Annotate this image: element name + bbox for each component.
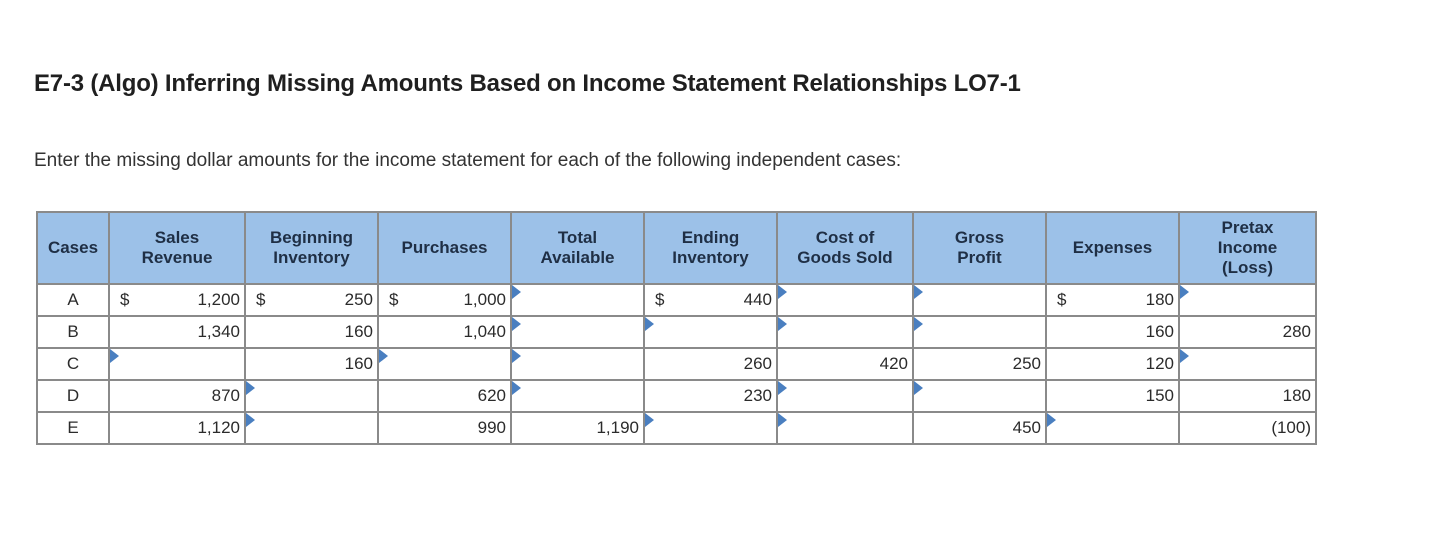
input-marker-icon xyxy=(246,381,255,395)
column-header-line: Available xyxy=(540,248,615,267)
table-row xyxy=(37,316,1316,348)
cell-value: 1,190 xyxy=(596,418,639,437)
cell-value: 990 xyxy=(477,418,506,437)
cell-value: 160 xyxy=(344,354,373,373)
value-cell-purchases xyxy=(378,284,511,316)
cell-content[interactable] xyxy=(778,317,912,347)
column-header-line: Goods Sold xyxy=(797,248,893,267)
column-header-cost-of-goods-sold xyxy=(777,212,913,284)
input-cell-total-available[interactable] xyxy=(511,348,644,380)
case-label: B xyxy=(37,316,109,348)
value-cell-pretax-income xyxy=(1179,316,1316,348)
value-cell-sales-revenue xyxy=(109,380,245,412)
value-cell-ending-inventory xyxy=(644,380,777,412)
cell-content[interactable] xyxy=(512,285,643,315)
cell-value: 180 xyxy=(1145,290,1174,309)
cell-content xyxy=(110,381,244,411)
input-marker-icon xyxy=(512,381,521,395)
input-marker-icon xyxy=(778,413,787,427)
column-header-line: Profit xyxy=(957,248,1002,267)
input-cell-ending-inventory[interactable] xyxy=(644,316,777,348)
input-cell-total-available[interactable] xyxy=(511,284,644,316)
cell-content xyxy=(914,349,1045,379)
cell-content xyxy=(645,349,776,379)
input-marker-icon xyxy=(1180,349,1189,363)
value-cell-pretax-income xyxy=(1179,412,1316,444)
cell-content xyxy=(1047,285,1178,315)
cell-content[interactable] xyxy=(778,285,912,315)
cell-value: 440 xyxy=(743,290,772,309)
cell-value: 1,120 xyxy=(197,418,240,437)
cell-content xyxy=(778,349,912,379)
cell-content[interactable] xyxy=(512,381,643,411)
input-cell-gross-profit[interactable] xyxy=(913,380,1046,412)
column-header-cases xyxy=(37,212,109,284)
column-header-line: Ending xyxy=(681,228,740,247)
cell-content[interactable] xyxy=(512,317,643,347)
column-header-line: Expenses xyxy=(1072,238,1153,257)
value-cell-purchases xyxy=(378,412,511,444)
column-header-pretax-income xyxy=(1179,212,1316,284)
cell-value: 260 xyxy=(743,354,772,373)
cell-value: 180 xyxy=(1282,386,1311,405)
cell-content[interactable] xyxy=(778,413,912,443)
dollar-sign: $ xyxy=(120,290,130,309)
cell-value: 160 xyxy=(344,322,373,341)
value-cell-purchases xyxy=(378,316,511,348)
input-cell-gross-profit[interactable] xyxy=(913,316,1046,348)
cell-value: 150 xyxy=(1145,386,1174,405)
value-cell-sales-revenue xyxy=(109,284,245,316)
input-cell-cost-of-goods-sold[interactable] xyxy=(777,380,913,412)
cell-content[interactable] xyxy=(645,413,776,443)
input-cell-cost-of-goods-sold[interactable] xyxy=(777,316,913,348)
input-cell-total-available[interactable] xyxy=(511,316,644,348)
input-cell-sales-revenue[interactable] xyxy=(109,348,245,380)
cell-value: 870 xyxy=(211,386,240,405)
column-header-purchases xyxy=(378,212,511,284)
cell-content xyxy=(1047,349,1178,379)
value-cell-gross-profit xyxy=(913,412,1046,444)
header-row xyxy=(37,212,1316,284)
column-header-line: Cost of xyxy=(815,228,875,247)
input-marker-icon xyxy=(914,381,923,395)
cell-content[interactable] xyxy=(1047,413,1178,443)
input-cell-beginning-inventory[interactable] xyxy=(245,380,378,412)
input-cell-pretax-income[interactable] xyxy=(1179,348,1316,380)
cell-content xyxy=(512,413,643,443)
value-cell-beginning-inventory xyxy=(245,284,378,316)
input-cell-purchases[interactable] xyxy=(378,348,511,380)
cell-value: 1,200 xyxy=(197,290,240,309)
value-cell-beginning-inventory xyxy=(245,348,378,380)
column-header-line: Cases xyxy=(47,238,99,257)
cell-value: 1,040 xyxy=(463,322,506,341)
cell-content[interactable] xyxy=(1180,285,1315,315)
column-header-line: Gross xyxy=(954,228,1005,247)
column-header-line: Beginning xyxy=(269,228,354,247)
case-label: E xyxy=(37,412,109,444)
cell-content xyxy=(110,317,244,347)
cell-content xyxy=(379,285,510,315)
input-marker-icon xyxy=(110,349,119,363)
table-row xyxy=(37,412,1316,444)
input-marker-icon xyxy=(914,285,923,299)
cell-content xyxy=(110,285,244,315)
cell-value: 420 xyxy=(879,354,908,373)
cell-content[interactable] xyxy=(110,349,244,379)
cell-value: 1,000 xyxy=(463,290,506,309)
input-cell-beginning-inventory[interactable] xyxy=(245,412,378,444)
cell-value: 1,340 xyxy=(197,322,240,341)
input-marker-icon xyxy=(512,317,521,331)
column-header-total-available xyxy=(511,212,644,284)
input-marker-icon xyxy=(246,413,255,427)
input-cell-cost-of-goods-sold[interactable] xyxy=(777,412,913,444)
cell-value: 450 xyxy=(1012,418,1041,437)
input-cell-expenses[interactable] xyxy=(1046,412,1179,444)
input-marker-icon xyxy=(379,349,388,363)
value-cell-total-available xyxy=(511,412,644,444)
cell-content[interactable] xyxy=(246,413,377,443)
input-marker-icon xyxy=(778,317,787,331)
table-row xyxy=(37,348,1316,380)
column-header-sales-revenue xyxy=(109,212,245,284)
page-title: E7-3 (Algo) Inferring Missing Amounts Based on Income Statement Relationships LO7-1 xyxy=(34,70,1021,97)
value-cell-ending-inventory xyxy=(644,284,777,316)
value-cell-cost-of-goods-sold xyxy=(777,348,913,380)
case-label: C xyxy=(37,348,109,380)
value-cell-purchases xyxy=(378,380,511,412)
dollar-sign: $ xyxy=(655,290,665,309)
cell-content[interactable] xyxy=(512,349,643,379)
cell-content xyxy=(246,285,377,315)
column-header-expenses xyxy=(1046,212,1179,284)
table-row xyxy=(37,284,1316,316)
cell-content xyxy=(645,285,776,315)
cell-content[interactable] xyxy=(914,285,1045,315)
case-label: A xyxy=(37,284,109,316)
cell-content[interactable] xyxy=(645,317,776,347)
cell-content xyxy=(379,317,510,347)
column-header-line: Inventory xyxy=(273,248,350,267)
cell-content[interactable] xyxy=(379,349,510,379)
input-cell-total-available[interactable] xyxy=(511,380,644,412)
column-header-line: Income xyxy=(1217,238,1278,257)
cell-content[interactable] xyxy=(246,381,377,411)
column-header-line: Total xyxy=(557,228,598,247)
instructions: Enter the missing dollar amounts for the income statement for each of the following independent cases: xyxy=(34,150,902,171)
input-marker-icon xyxy=(1180,285,1189,299)
input-cell-pretax-income[interactable] xyxy=(1179,284,1316,316)
cell-content xyxy=(246,317,377,347)
column-header-line: Purchases xyxy=(401,238,488,257)
cell-value: 280 xyxy=(1282,322,1311,341)
input-cell-ending-inventory[interactable] xyxy=(644,412,777,444)
input-marker-icon xyxy=(778,285,787,299)
dollar-sign: $ xyxy=(256,290,266,309)
column-header-line: Pretax xyxy=(1221,218,1274,237)
value-cell-beginning-inventory xyxy=(245,316,378,348)
cell-value: 120 xyxy=(1145,354,1174,373)
table-row xyxy=(37,380,1316,412)
cell-content[interactable] xyxy=(1180,349,1315,379)
value-cell-pretax-income xyxy=(1179,380,1316,412)
cell-content xyxy=(379,381,510,411)
column-header-line: (Loss) xyxy=(1222,258,1273,277)
case-label: D xyxy=(37,380,109,412)
value-cell-expenses xyxy=(1046,380,1179,412)
cell-content xyxy=(1180,413,1315,443)
column-header-beginning-inventory xyxy=(245,212,378,284)
cell-value: 160 xyxy=(1145,322,1174,341)
cell-content[interactable] xyxy=(914,381,1045,411)
input-cell-gross-profit[interactable] xyxy=(913,284,1046,316)
cell-content xyxy=(1047,317,1178,347)
column-header-gross-profit xyxy=(913,212,1046,284)
cell-content xyxy=(645,381,776,411)
value-cell-gross-profit xyxy=(913,348,1046,380)
cell-content xyxy=(1047,381,1178,411)
column-header-line: Sales xyxy=(154,228,200,247)
input-marker-icon xyxy=(914,317,923,331)
cell-value: (100) xyxy=(1271,418,1311,437)
input-marker-icon xyxy=(512,285,521,299)
cell-value: 250 xyxy=(1012,354,1041,373)
cell-value: 230 xyxy=(743,386,772,405)
cell-content xyxy=(246,349,377,379)
input-marker-icon xyxy=(645,413,654,427)
input-marker-icon xyxy=(512,349,521,363)
input-cell-cost-of-goods-sold[interactable] xyxy=(777,284,913,316)
cell-content[interactable] xyxy=(914,317,1045,347)
cell-content[interactable] xyxy=(778,381,912,411)
cell-content xyxy=(110,413,244,443)
input-marker-icon xyxy=(1047,413,1056,427)
dollar-sign: $ xyxy=(389,290,399,309)
value-cell-sales-revenue xyxy=(109,412,245,444)
cell-content xyxy=(914,413,1045,443)
cell-value: 250 xyxy=(344,290,373,309)
income-statement-table xyxy=(36,211,1317,445)
cell-content xyxy=(379,413,510,443)
table-body xyxy=(37,284,1316,444)
cell-content xyxy=(1180,381,1315,411)
column-header-line: Inventory xyxy=(672,248,749,267)
input-marker-icon xyxy=(645,317,654,331)
cell-value: 620 xyxy=(477,386,506,405)
cell-content xyxy=(1180,317,1315,347)
value-cell-expenses xyxy=(1046,316,1179,348)
value-cell-expenses xyxy=(1046,284,1179,316)
input-marker-icon xyxy=(778,381,787,395)
dollar-sign: $ xyxy=(1057,290,1067,309)
column-header-line: Revenue xyxy=(141,248,213,267)
value-cell-expenses xyxy=(1046,348,1179,380)
value-cell-sales-revenue xyxy=(109,316,245,348)
value-cell-ending-inventory xyxy=(644,348,777,380)
column-header-ending-inventory xyxy=(644,212,777,284)
